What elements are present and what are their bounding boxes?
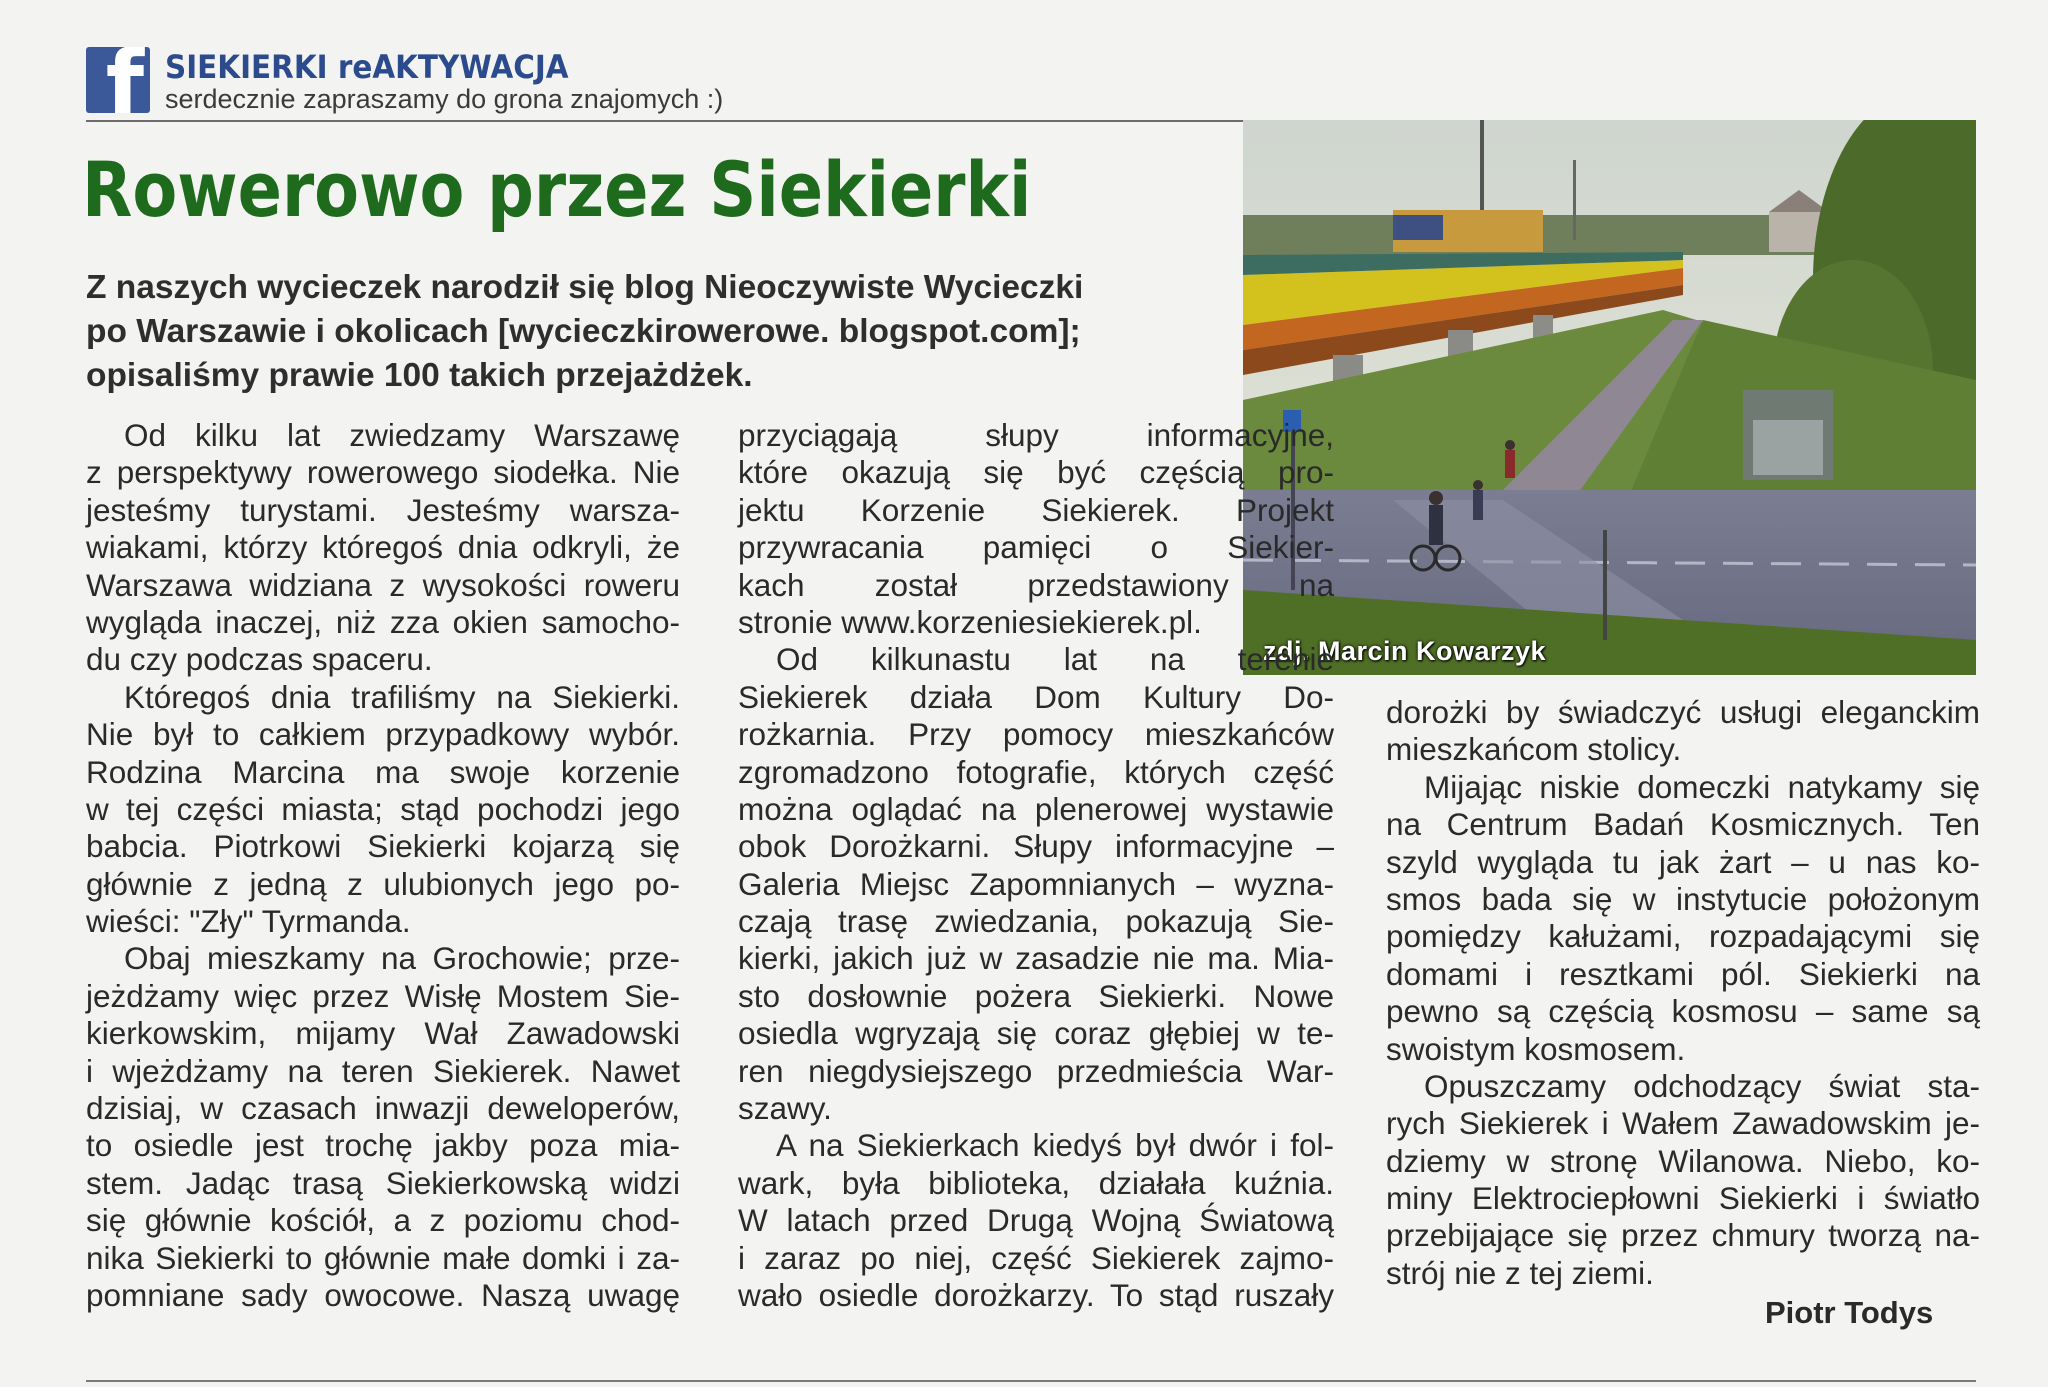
section-subtitle: serdecznie zapraszamy do grona znajomych :) (165, 84, 724, 114)
text-line: jesteśmy turystami. Jesteśmy warsza- (86, 491, 680, 528)
text-line: Od kilku lat zwiedzamy Warszawę (124, 417, 680, 453)
text-line: Opuszczamy odchodzący świat sta- (1424, 1067, 1980, 1104)
text-line: można oglądać na plenerowej wystawie (738, 790, 1334, 827)
article-lead (86, 266, 1246, 398)
text-line: i wjeżdżamy na teren Siekierek. Nawet (86, 1052, 680, 1089)
text-line: wieści: "Zły" Tyrmanda. (86, 903, 411, 940)
text-line: przyciągają słupy informacyjne, (738, 417, 1334, 453)
article-photo (1243, 120, 1976, 675)
text-line: przywracania pamięci o Siekier- (738, 529, 1334, 566)
text-line: Mijając niskie domeczki natykamy się (1424, 768, 1980, 805)
text-line: i zaraz po niej, część Siekierek zajmo- (738, 1239, 1334, 1276)
section-title: SIEKIERKI reAKTYWACJA (165, 48, 569, 86)
text-line: babcia. Piotrkowi Siekierki kojarzą się (86, 828, 680, 865)
text-line: Obaj mieszkamy na Grochowie; prze- (124, 940, 680, 977)
text-line: dorożki by świadczyć usługi eleganckim (1386, 694, 1980, 730)
text-line: stem. Jadąc trasą Siekierkowską widzi (86, 1164, 680, 1201)
text-line: zgromadzono fotografie, których część (738, 753, 1334, 790)
text-line: szawy. (738, 1090, 832, 1127)
text-line: domami i resztkami pól. Siekierki na (1386, 955, 1980, 992)
text-line: rych Siekierek i Wałem Zawadowskim je- (1386, 1105, 1980, 1142)
text-line: ren niegdysiejszego przedmieścia War- (738, 1052, 1334, 1089)
text-line: smos bada się w instytucie położonym (1386, 880, 1980, 917)
text-line: stronie www.korzeniesiekierek.pl. (738, 603, 1202, 640)
lead-line: Z naszych wycieczek narodził się blog Nieoczywiste Wycieczki (86, 269, 1084, 306)
bridge-bike-path-photo (1243, 120, 1976, 675)
article-column-2 (738, 417, 1334, 1314)
text-line: obok Dorożkarni. Słupy informacyjne – (738, 828, 1334, 865)
text-line: strój nie z tej ziemi. (1386, 1254, 1654, 1291)
text-line: swoistym kosmosem. (1386, 1030, 1686, 1067)
article-column-1 (86, 417, 680, 1314)
photo-credit: zdj. Marcin Kowarzyk (1263, 636, 1547, 666)
text-line: przebijające się przez chmury tworzą na- (1386, 1217, 1980, 1254)
text-line: du czy podczas spaceru. (86, 641, 433, 678)
text-line: pomniane sady owocowe. Naszą uwagę (86, 1276, 680, 1313)
text-line: wiakami, którzy któregoś dnia odkryli, że (86, 529, 680, 566)
text-line: Od kilkunastu lat na terenie (776, 641, 1334, 678)
text-line: Rodzina Marcina ma swoje korzenie (86, 753, 680, 790)
text-line: szyld wygląda tu jak żart – u nas ko- (1386, 843, 1980, 880)
text-line: w tej części miasta; stąd pochodzi jego (86, 790, 680, 827)
text-line: to osiedle jest trochę jakby poza mia- (86, 1127, 680, 1164)
article-column-3 (1386, 694, 1980, 1292)
footer-divider (86, 1380, 1976, 1382)
text-line: pewno są częścią kosmosu – same są (1386, 993, 1980, 1030)
text-line: Galeria Miejsc Zapomnianych – wyzna- (738, 865, 1334, 902)
text-line: osiedla wgryzają się coraz głębiej w te- (738, 1015, 1334, 1052)
article-title: Rowerowo przez Siekierki (82, 145, 1032, 234)
article-author: Piotr Todys (1765, 1295, 1934, 1330)
text-line: na Centrum Badań Kosmicznych. Ten (1386, 806, 1980, 843)
lead-line: po Warszawie i okolicach [wycieczkirowerowe. blogspot.com]; (86, 313, 1081, 350)
text-line: jektu Korzenie Siekierek. Projekt (738, 491, 1334, 528)
text-line: rożkarnia. Przy pomocy mieszkańców (738, 716, 1334, 753)
text-line: Któregoś dnia trafiliśmy na Siekierki. (124, 678, 680, 715)
text-line: W latach przed Drugą Wojną Światową (738, 1202, 1334, 1239)
text-line: pomiędzy kałużami, rozpadającymi się (1386, 918, 1980, 955)
facebook-letter: f (105, 47, 144, 113)
text-line: dzisiaj, w czasach inwazji deweloperów, (86, 1090, 680, 1127)
text-line: się głównie kościół, a z poziomu chod- (86, 1202, 680, 1239)
text-line: sto dosłownie pożera Siekierki. Nowe (738, 977, 1334, 1014)
text-line: Warszawa widziana z wysokości roweru (86, 566, 680, 603)
text-line: głównie z jedną z ulubionych jego po- (86, 865, 680, 902)
text-line: wało osiedle dorożkarzy. To stąd ruszały (738, 1276, 1334, 1313)
text-line: miny Elektrociepłowni Siekierki i światło (1386, 1180, 1980, 1217)
text-line: z perspektywy rowerowego siodełka. Nie (86, 454, 680, 491)
text-line: mieszkańcom stolicy. (1386, 731, 1682, 768)
text-line: wark, była biblioteka, działała kuźnia. (738, 1164, 1334, 1201)
text-line: kierki, jakich już w zasadzie nie ma. Mia- (738, 940, 1334, 977)
text-line: nika Siekierki to głównie małe domki i za- (86, 1239, 680, 1276)
lead-line: opisaliśmy prawie 100 takich przejażdżek. (86, 357, 753, 394)
text-line: kierkowskim, mijamy Wał Zawadowski (86, 1015, 680, 1052)
text-line: dziemy w stronę Wilanowa. Niebo, ko- (1386, 1142, 1980, 1179)
text-line: A na Siekierkach kiedyś był dwór i fol- (776, 1127, 1334, 1164)
text-line: Siekierek działa Dom Kultury Do- (738, 678, 1334, 715)
text-line: kach został przedstawiony na (738, 566, 1334, 603)
facebook-icon (86, 47, 150, 113)
text-line: jeżdżamy więc przez Wisłę Mostem Sie- (86, 977, 680, 1014)
text-line: czają trasę zwiedzania, pokazują Sie- (738, 903, 1334, 940)
text-line: które okazują się być częścią pro- (738, 454, 1334, 491)
text-line: wygląda inaczej, niż zza okien samocho- (86, 603, 680, 640)
text-line: Nie był to całkiem przypadkowy wybór. (86, 716, 680, 753)
